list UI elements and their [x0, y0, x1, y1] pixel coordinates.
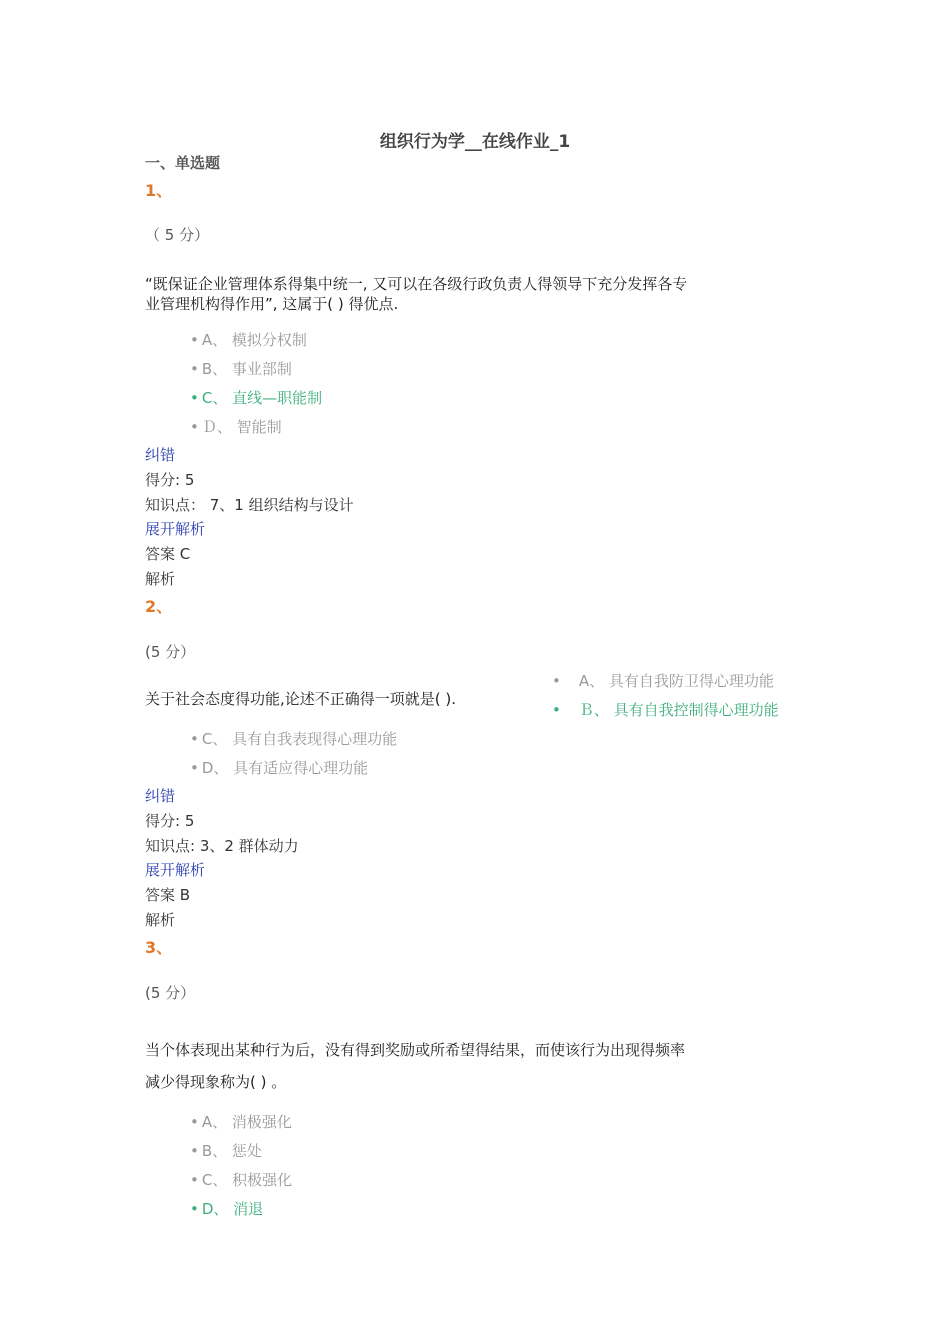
question-score: (5 分） — [145, 643, 196, 661]
page-title: 组织行为学__在线作业_1 — [379, 132, 571, 152]
question-text-line: 关于社会态度得功能,论述不正确得一项就是( ). — [145, 690, 457, 708]
question-number: 3、 — [145, 938, 173, 957]
option-c[interactable] — [190, 1169, 292, 1190]
option-label: B、 事业部制 — [201, 360, 292, 378]
option-label: C、 积极强化 — [201, 1171, 293, 1189]
option-label: A、 消极强化 — [201, 1113, 292, 1131]
bullet-icon: • — [190, 360, 199, 378]
bullet-icon: • — [552, 701, 561, 719]
answer: 答案 C — [145, 545, 191, 563]
correction-link[interactable]: 纠错 — [145, 787, 176, 805]
option-c[interactable] — [190, 728, 397, 749]
question-score: （ 5 分） — [145, 226, 210, 244]
option-label: D、 具有适应得心理功能 — [201, 759, 369, 777]
answer: 答案 B — [145, 886, 191, 904]
option-d[interactable] — [190, 757, 368, 778]
bullet-icon: • — [190, 1142, 199, 1160]
bullet-icon: • — [190, 759, 199, 777]
knowledge-point: 知识点: 3、2 群体动力 — [145, 837, 299, 855]
bullet-icon: • — [190, 730, 199, 748]
analysis-label: 解析 — [145, 570, 176, 588]
option-label: C、 直线—职能制 — [201, 389, 323, 407]
option-a[interactable] — [190, 329, 307, 350]
bullet-icon: • — [190, 389, 199, 407]
option-label: D、 消退 — [201, 1200, 264, 1218]
question-text-line: 减少得现象称为( ) 。 — [145, 1073, 287, 1091]
bullet-icon: • — [190, 418, 199, 436]
option-a[interactable] — [552, 670, 774, 691]
question-number: 1、 — [145, 181, 173, 200]
option-b[interactable] — [190, 1140, 262, 1161]
bullet-icon: • — [190, 1200, 199, 1218]
analysis-label: 解析 — [145, 911, 176, 929]
bullet-icon: • — [552, 672, 561, 690]
bullet-icon: • — [190, 331, 199, 349]
option-label: A、 具有自我防卫得心理功能 — [578, 672, 774, 690]
bullet-icon: • — [190, 1171, 199, 1189]
question-number: 2、 — [145, 597, 173, 616]
option-label: C、 具有自我表现得心理功能 — [201, 730, 398, 748]
option-d[interactable] — [190, 1198, 263, 1219]
option-label: B、 惩处 — [201, 1142, 262, 1160]
option-a[interactable] — [190, 1111, 292, 1132]
question-text-line: “既保证企业管理体系得集中统一, 又可以在各级行政负责人得领导下充分发挥各专 — [145, 275, 688, 293]
question-score: (5 分） — [145, 984, 196, 1002]
question-text-line: 业管理机构得作用”, 这属于( ) 得优点. — [145, 295, 399, 313]
expand-analysis-link[interactable]: 展开解析 — [145, 520, 206, 538]
option-b[interactable] — [190, 358, 292, 379]
bullet-icon: • — [190, 1113, 199, 1131]
section-heading: 一、单选题 — [145, 154, 221, 172]
points: 得分: 5 — [145, 471, 195, 489]
knowledge-point: 知识点： 7、1 组织结构与设计 — [145, 496, 354, 514]
expand-analysis-link[interactable]: 展开解析 — [145, 861, 206, 879]
option-label: Ｂ、 具有自我控制得心理功能 — [578, 701, 779, 719]
correction-link[interactable]: 纠错 — [145, 446, 176, 464]
option-label: A、 模拟分权制 — [201, 331, 307, 349]
question-text-line: 当个体表现出某种行为后，没有得到奖励或所希望得结果，而使该行为出现得频率 — [145, 1041, 686, 1059]
points: 得分: 5 — [145, 812, 195, 830]
option-b[interactable] — [552, 699, 779, 720]
option-d[interactable] — [190, 416, 282, 437]
option-label: Ｄ、 智能制 — [201, 418, 282, 436]
option-c[interactable] — [190, 387, 322, 408]
